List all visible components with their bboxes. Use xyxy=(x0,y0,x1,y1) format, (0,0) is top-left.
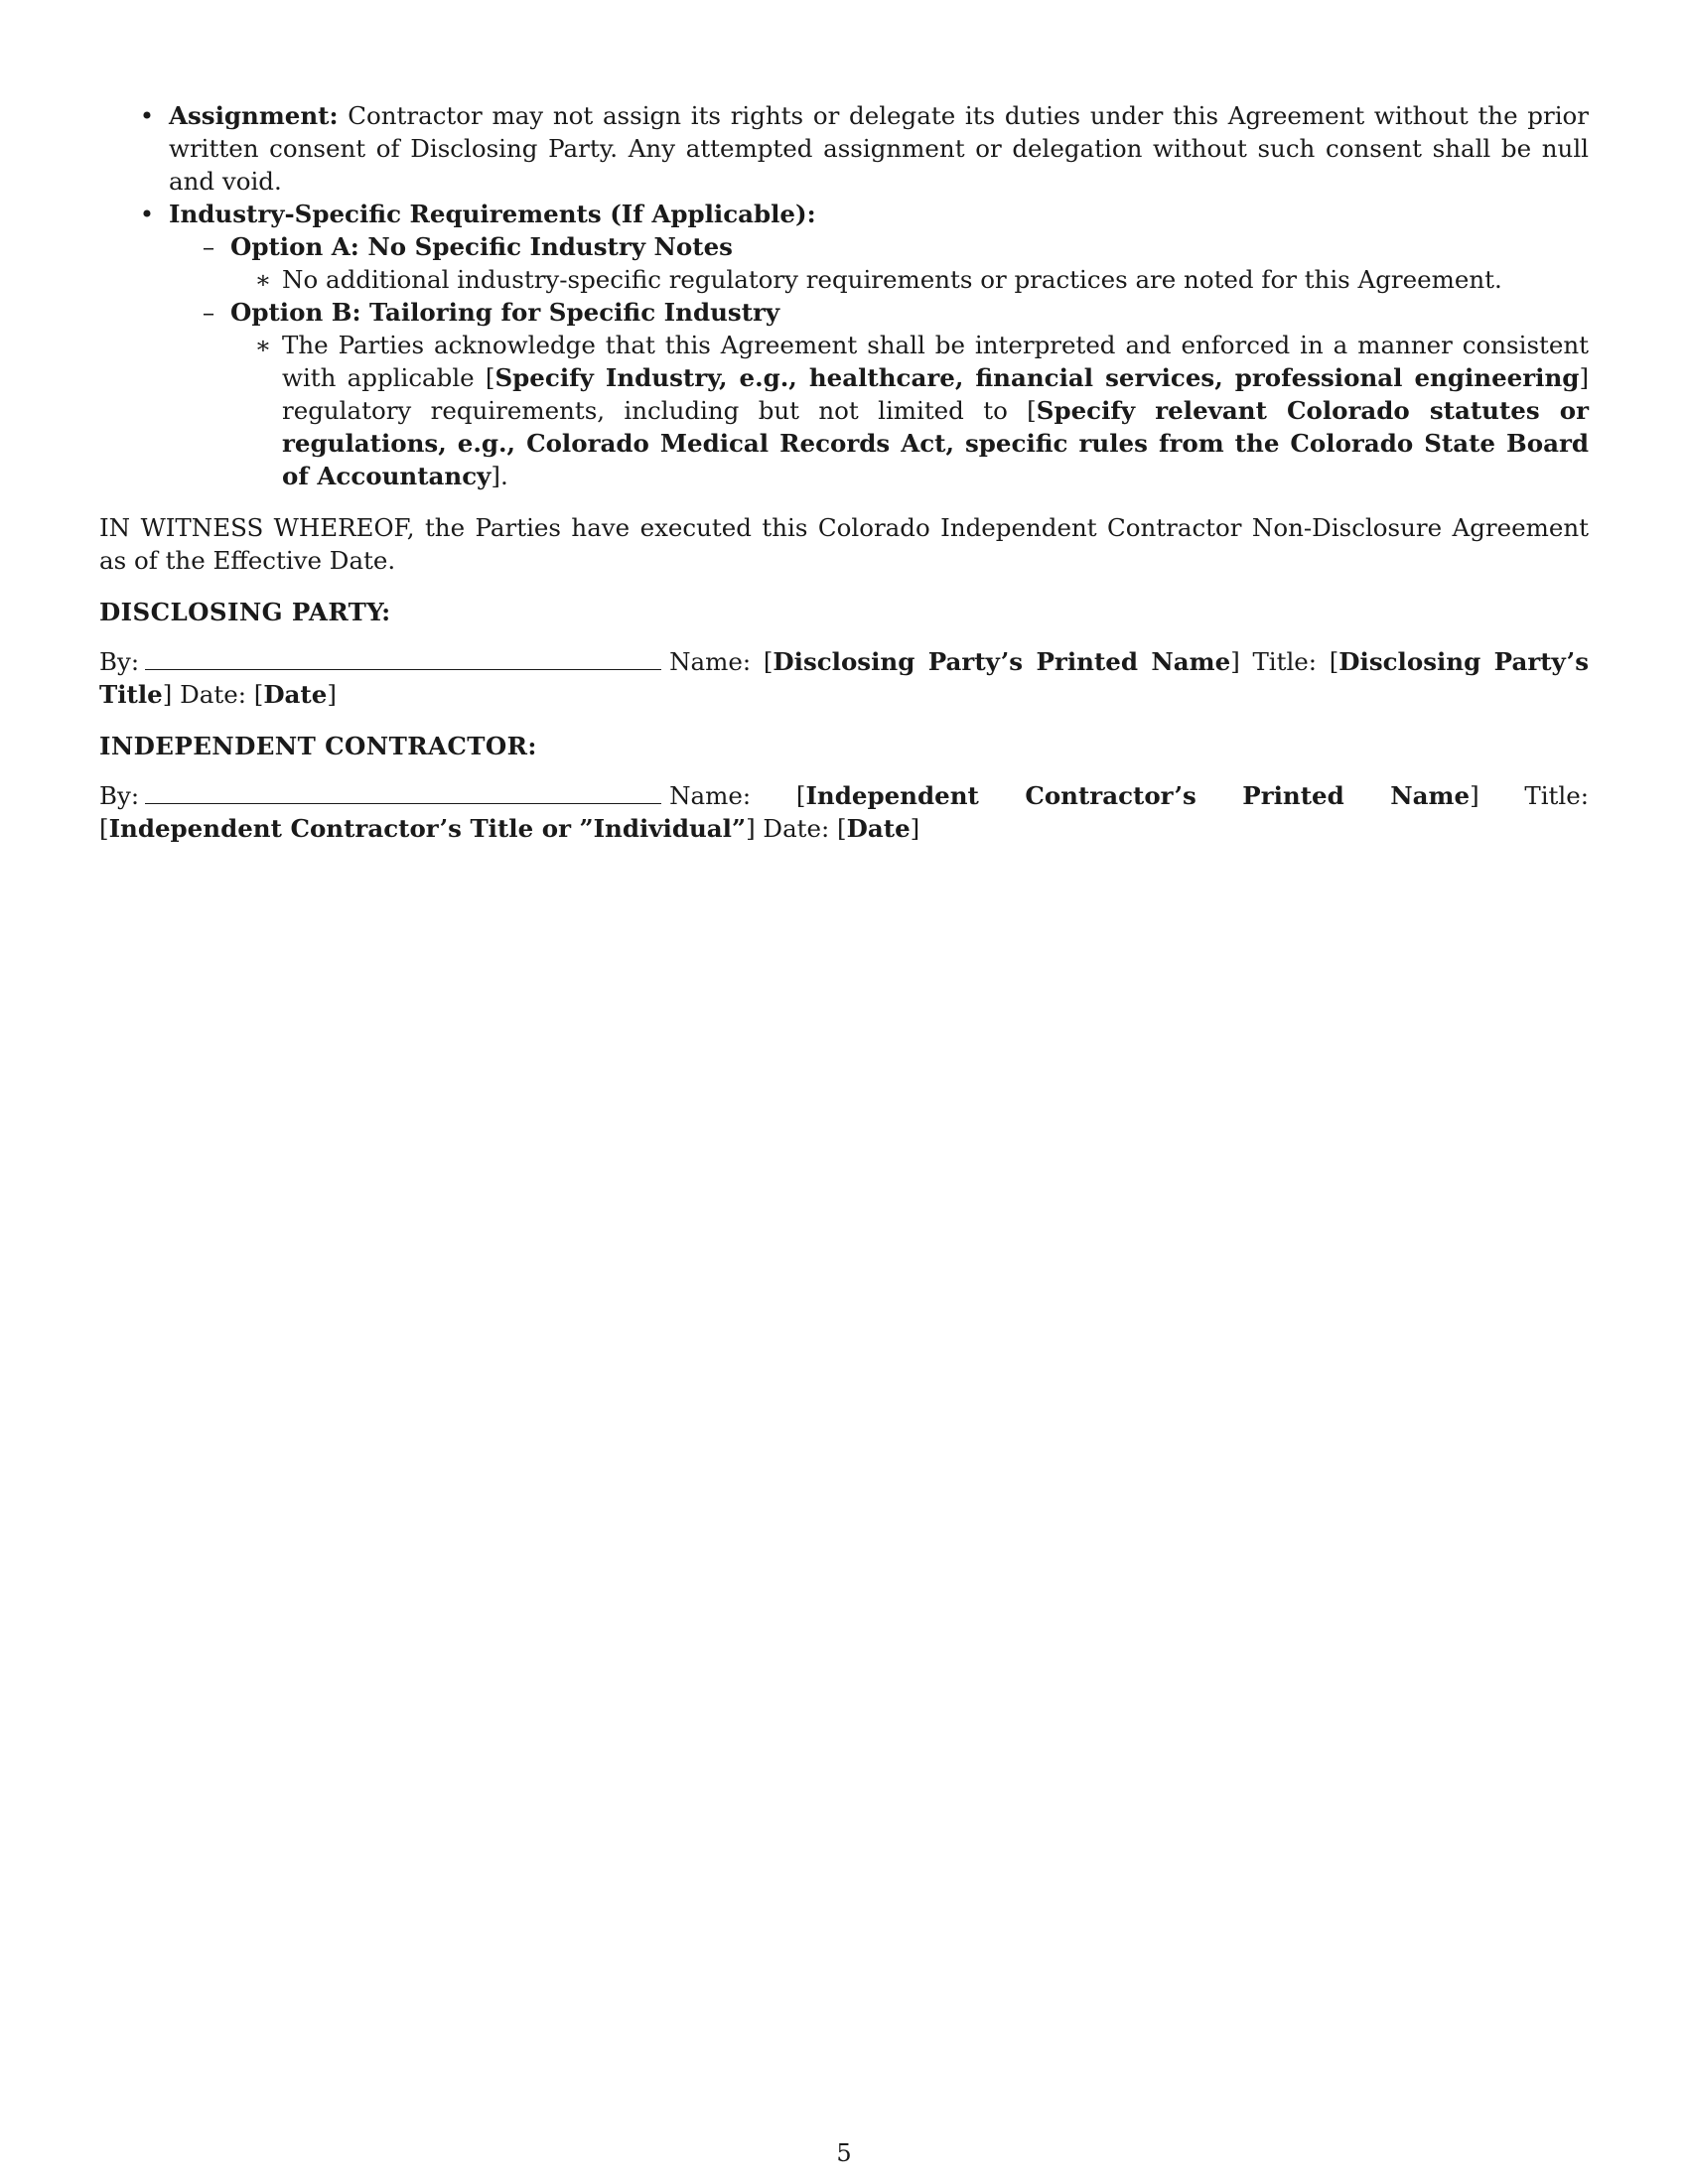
witness-statement: IN WITNESS WHEREOF, the Parties have executed this Colorado Independent Contractor Non-Disclosure Agreement as of the Effective Date. xyxy=(99,513,1589,575)
asterisk-marker: ∗ xyxy=(254,331,272,359)
option-list xyxy=(169,230,1589,492)
date-placeholder: Date xyxy=(263,680,328,709)
bracket-close: ] xyxy=(327,680,337,709)
option-text: No additional industry-specific regulatory requirements or practices are noted for this Agreement. xyxy=(282,265,1502,294)
clause-heading: Industry-Specific Requirements (If Applicable): xyxy=(169,200,816,228)
option-heading: Option A: No Specific Industry Notes xyxy=(230,232,733,261)
clause-list xyxy=(99,99,1589,492)
title-placeholder: Independent Contractor’s Title or ”Individual” xyxy=(108,814,747,843)
independent-contractor-signature-block xyxy=(99,779,1589,845)
dash-marker: – xyxy=(202,232,215,261)
date-label: ] Date: [ xyxy=(746,814,847,843)
by-label: By: xyxy=(99,647,140,676)
clause-text: Contractor may not assign its rights or delegate its duties under this Agreement without the prior written consent of Disclosing Party. Any attempted assignment or delegation without such consent shall be null and void. xyxy=(169,101,1589,196)
bracket-close: ] xyxy=(910,814,920,843)
title-placeholder: Disclosing Party’s Title xyxy=(99,647,1589,709)
option-detail xyxy=(230,263,1589,296)
name-placeholder: Disclosing Party’s Printed Name xyxy=(773,647,1231,676)
bullet-marker: • xyxy=(139,101,155,130)
bullet-marker: • xyxy=(139,200,155,228)
disclosing-party-heading: DISCLOSING PARTY: xyxy=(99,598,391,626)
option-detail-list xyxy=(230,329,1589,492)
page-number: 5 xyxy=(836,2139,852,2167)
title-label: ] Title: [ xyxy=(99,781,1589,843)
date-placeholder: Date xyxy=(846,814,911,843)
name-label: Name: [ xyxy=(669,647,774,676)
clause-heading: Assignment: xyxy=(169,101,339,130)
option-detail-list xyxy=(230,263,1589,296)
signature-line xyxy=(145,649,661,670)
disclosing-party-signature-block xyxy=(99,645,1589,711)
clause-assignment xyxy=(99,99,1589,198)
dash-marker: – xyxy=(202,298,215,327)
option-text: ] regulatory requirements, including but not limited to [ xyxy=(282,363,1589,425)
asterisk-marker: ∗ xyxy=(254,265,272,294)
option-a xyxy=(169,230,1589,296)
date-label: ] Date: [ xyxy=(162,680,264,709)
clause-industry-requirements xyxy=(99,198,1589,492)
name-placeholder: Independent Contractor’s Printed Name xyxy=(805,781,1471,810)
option-text: The Parties acknowledge that this Agreement shall be interpreted and enforced in a manner consistent with applicable [ xyxy=(282,331,1589,392)
title-label: ] Title: [ xyxy=(1230,647,1339,676)
independent-contractor-heading: INDEPENDENT CONTRACTOR: xyxy=(99,732,537,760)
option-heading: Option B: Tailoring for Specific Industry xyxy=(230,298,780,327)
industry-placeholder: Specify Industry, e.g., healthcare, financial services, professional engineering xyxy=(494,363,1580,392)
name-label: Name: [ xyxy=(669,781,806,810)
option-text: ]. xyxy=(491,462,508,490)
option-b xyxy=(169,296,1589,492)
by-label: By: xyxy=(99,781,140,810)
signature-line xyxy=(145,783,661,804)
statutes-placeholder: Specify relevant Colorado statutes or regulations, e.g., Colorado Medical Records Act, specific rules from the Colorado State Board of Accountancy xyxy=(282,396,1589,490)
option-detail xyxy=(230,329,1589,492)
document-body xyxy=(99,99,1589,845)
